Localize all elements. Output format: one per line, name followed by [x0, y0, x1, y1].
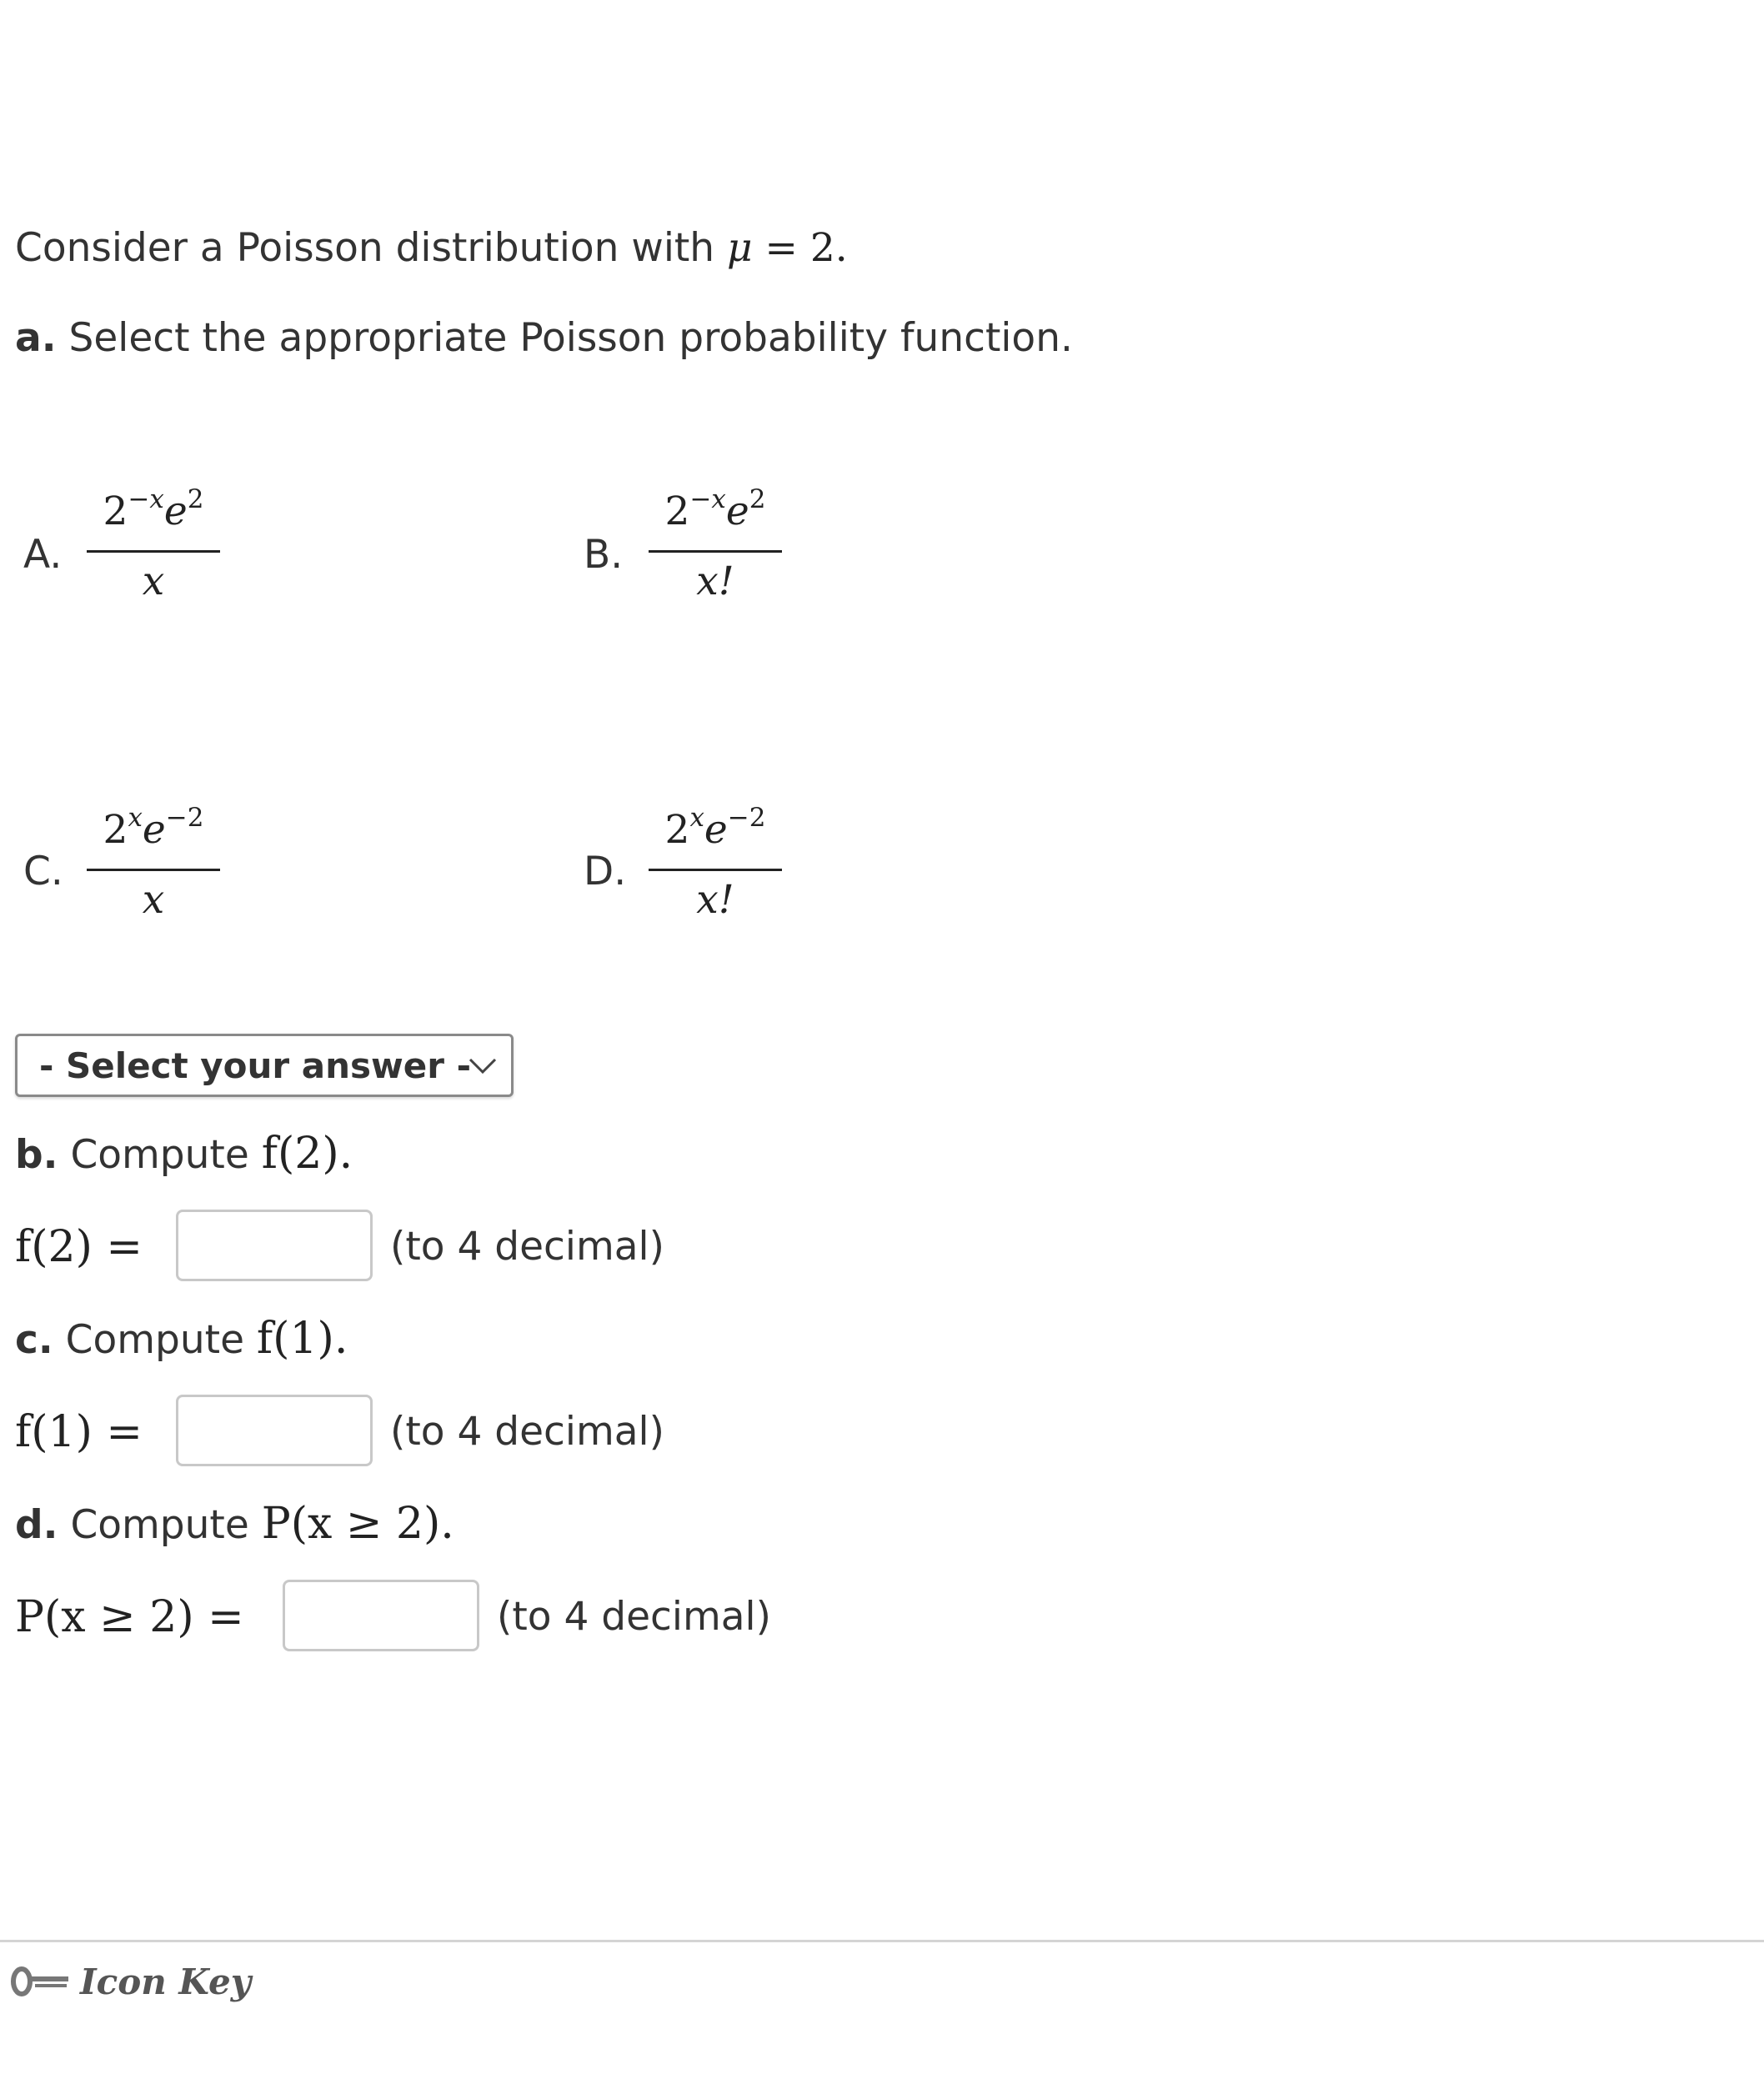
option-a-formula: $2^{-x}e^2$ x — [87, 487, 220, 604]
part-c-hint: (to 4 decimal) — [390, 1409, 664, 1455]
mu-symbol: μ = 2. — [727, 225, 848, 271]
part-c-heading — [15, 1314, 348, 1365]
option-a-letter: A. — [23, 532, 63, 578]
part-d-heading — [15, 1499, 454, 1550]
part-b-text: Compute — [58, 1132, 262, 1178]
part-a-text: Select the appropriate Poisson probability function. — [56, 315, 1073, 361]
chevron-down-icon — [468, 1056, 498, 1076]
option-d-letter: D. — [584, 849, 627, 894]
f1-input[interactable] — [176, 1395, 373, 1466]
part-c-letter: c. — [15, 1317, 53, 1363]
part-c-math: f(1). — [256, 1314, 348, 1364]
part-b-label: f(2) = — [15, 1222, 143, 1272]
part-c-text: Compute — [53, 1317, 257, 1363]
p-x-ge-2-input[interactable] — [283, 1580, 479, 1651]
answer-select-value: - Select your answer - — [39, 1045, 472, 1086]
part-d-text: Compute — [58, 1502, 262, 1548]
question-intro-text: Consider a Poisson distribution with — [15, 225, 728, 271]
part-a-letter: a. — [15, 315, 57, 361]
part-c-label: f(1) = — [15, 1407, 143, 1457]
option-c-letter: C. — [23, 849, 63, 894]
part-b-hint: (to 4 decimal) — [390, 1224, 664, 1270]
option-b-formula: $2^{-x}e^2$ x! — [649, 487, 782, 604]
part-b-letter: b. — [15, 1132, 58, 1178]
part-d-math: P(x ≥ 2). — [261, 1499, 454, 1549]
key-icon — [10, 1964, 70, 1999]
option-d-formula: $2^xe^{-2}$ x! — [649, 805, 782, 922]
question-intro — [15, 223, 848, 273]
part-b-math: f(2). — [261, 1129, 353, 1179]
part-d-hint: (to 4 decimal) — [497, 1594, 771, 1640]
option-b-letter: B. — [584, 532, 624, 578]
footer-divider — [0, 1940, 1764, 1942]
option-c-formula: $2^xe^{-2}$ x — [87, 805, 220, 922]
part-b-heading — [15, 1129, 353, 1180]
part-a-heading — [15, 313, 1073, 363]
f2-input[interactable] — [176, 1210, 373, 1281]
part-d-letter: d. — [15, 1502, 58, 1548]
answer-select[interactable] — [15, 1034, 514, 1097]
part-d-label: P(x ≥ 2) = — [15, 1592, 244, 1642]
icon-key-label: Icon Key — [80, 1961, 252, 2002]
